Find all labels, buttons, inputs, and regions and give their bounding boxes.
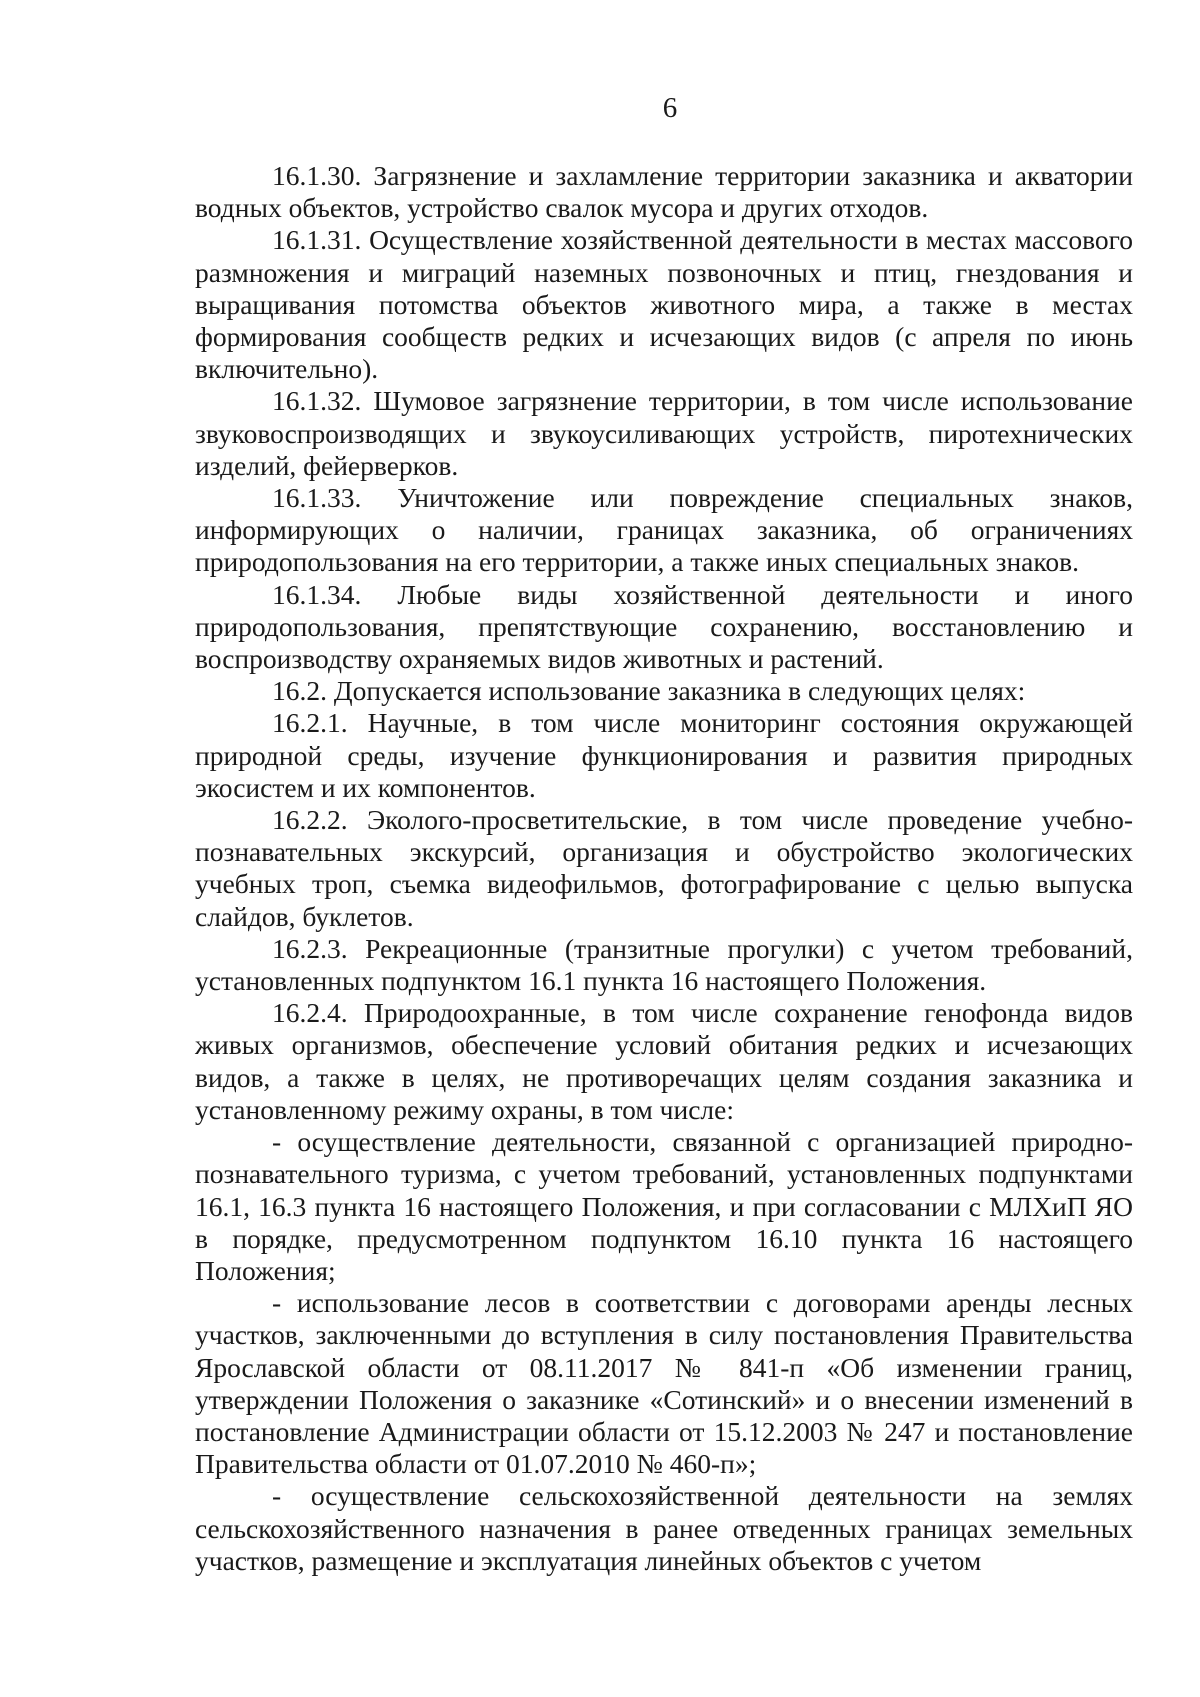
list-item-agriculture: - осуществление сельскохозяйственной деятельности на землях сельскохозяйственного назначения в ранее отведенных границах земельных участков, размещение и эксплуатация линейных объектов с учетом <box>195 1480 1133 1576</box>
paragraph-16-2-4: 16.2.4. Природоохранные, в том числе сохранение генофонда видов живых организмов, обеспечение условий обитания редких и исчезающих видов, а также в целях, не противоречащих целям создания заказника и установленному режиму охраны, в том числе: <box>195 997 1133 1125</box>
paragraph-16-2-2: 16.2.2. Эколого-просветительские, в том числе проведение учебно-познавательных экскурсий, организация и обустройство экологических учебных троп, съемка видеофильмов, фотографирование с целью выпуска слайдов, буклетов. <box>195 804 1133 932</box>
paragraph-16-1-34: 16.1.34. Любые виды хозяйственной деятельности и иного природопользования, препятствующие сохранению, восстановлению и воспроизводству охраняемых видов животных и растений. <box>195 578 1133 675</box>
paragraph-16-2-3: 16.2.3. Рекреационные (транзитные прогулки) с учетом требований, установленных подпунктом 16.1 пункта 16 настоящего Положения. <box>195 932 1133 997</box>
list-item-tourism: - осуществление деятельности, связанной с организацией природно-познавательного туризма, с учетом требований, установленных подпунктами 16.1, 16.3 пункта 16 настоящего Положения, и при согласовании с МЛХиП ЯО в порядке, предусмотренном подпунктом 16.10 пункта 16 настоящего Положения; <box>195 1126 1133 1286</box>
paragraph-16-2: 16.2. Допускается использование заказника в следующих целях: <box>272 675 1026 707</box>
paragraph-16-1-32: 16.1.32. Шумовое загрязнение территории, в том числе использование звуковоспроизводящих и звукоусиливающих устройств, пиротехнических изделий, фейерверков. <box>195 385 1133 481</box>
paragraph-16-2-1: 16.2.1. Научные, в том числе мониторинг состояния окружающей природной среды, изучение функционирования и развития природных экосистем и их компонентов. <box>195 707 1133 803</box>
paragraph-16-1-33: 16.1.33. Уничтожение или повреждение специальных знаков, информирующих о наличии, границах заказника, об ограничениях природопользования на его территории, а также иных специальных знаков. <box>195 482 1133 578</box>
paragraph-16-1-31: 16.1.31. Осуществление хозяйственной деятельности в местах массового размножения и миграций наземных позвоночных и птиц, гнездования и выращивания потомства объектов животного мира, а также в местах формирования сообществ редких и исчезающих видов (с апреля по июнь включительно). <box>195 224 1133 385</box>
page-number: 6 <box>662 92 678 124</box>
list-item-forest-use: - использование лесов в соответствии с договорами аренды лесных участков, заключенными до вступления в силу постановления Правительства Ярославской области от 08.11.2017 № 841-п «Об изменении границ, утверждении Положения о заказнике «Сотинский» и о внесении изменений в постановление Администрации области от 15.12.2003 № 247 и постановление Правительства области от 01.07.2010 № 460-п»; <box>195 1287 1133 1480</box>
document-body <box>195 160 1133 1577</box>
paragraph-16-1-30: 16.1.30. Загрязнение и захламление территории заказника и акватории водных объектов, устройство свалок мусора и других отходов. <box>195 160 1133 224</box>
